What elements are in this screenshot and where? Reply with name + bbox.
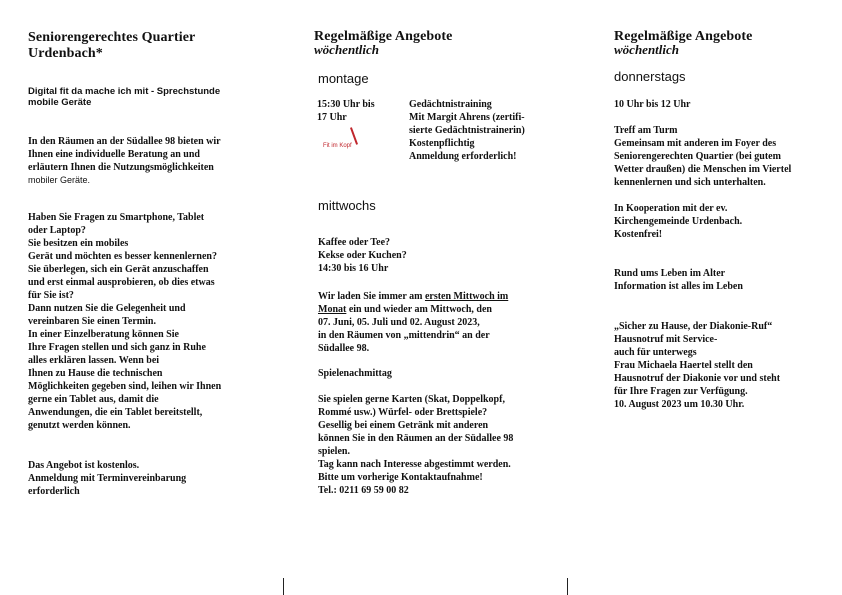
underlined-text: Monat — [318, 304, 347, 315]
fold-mark — [567, 578, 568, 595]
diakonie-block — [614, 320, 780, 411]
paragraph-line: Kaffee oder Tee? — [318, 237, 391, 248]
paragraph-line: Kekse oder Kuchen? — [318, 250, 407, 261]
paragraph-line: Gemeinsam mit anderen im Foyer des — [614, 138, 777, 149]
day-heading-thursday: donnerstags — [614, 69, 686, 84]
cooperation-block — [614, 202, 742, 241]
paragraph-line: Sie überlegen, sich ein Gerät anzuschaffen — [28, 264, 209, 275]
paragraph-line: In einer Einzelberatung können Sie — [28, 329, 179, 340]
paragraph-line: vereinbaren Sie einen Termin. — [28, 316, 156, 327]
paragraph-line: in den Räumen von „mittendrin“ an der — [318, 330, 490, 341]
paragraph-line: Anmeldung mit Terminvereinbarung — [28, 473, 187, 484]
column-subtitle: wöchentlich — [614, 42, 680, 57]
paragraph-line — [318, 303, 508, 316]
paragraph-line: Südallee 98. — [318, 343, 370, 354]
title-line: Seniorengerechtes Quartier — [28, 30, 196, 45]
paragraph-line: Haben Sie Fragen zu Smartphone, Tablet — [28, 212, 205, 223]
paragraph-line: erläutern Ihnen die Nutzungsmöglichkeiten — [28, 162, 214, 173]
paragraph-line: und erst einmal ausprobieren, ob dies etwas — [28, 277, 215, 288]
paragraph-line: Dann nutzen Sie die Gelegenheit und — [28, 303, 186, 314]
intro-paragraph — [28, 135, 221, 187]
paragraph-line: oder Laptop? — [28, 225, 86, 236]
paragraph-line: Information ist alles im Leben — [614, 281, 743, 292]
column-title — [28, 30, 195, 62]
text-fragment: Wir laden Sie immer am — [318, 291, 425, 302]
text-fragment: ein und wieder am Mittwoch, den — [346, 304, 492, 315]
column-subtitle: wöchentlich — [314, 42, 380, 57]
paragraph-line: Gesellig bei einem Getränk mit anderen — [318, 420, 489, 431]
paragraph-line: spielen. — [318, 446, 350, 457]
paragraph-line — [318, 290, 508, 303]
description-line: Mit Margit Ahrens (zertifi- — [409, 112, 525, 123]
description-line: sierte Gedächtnistrainerin) — [409, 125, 525, 136]
paragraph-line: Rommé usw.) Würfel- oder Brettspiele? — [318, 407, 488, 418]
paragraph-line: Ihre Fragen stellen und sich ganz in Ruhe — [28, 342, 206, 353]
paragraph-line: In den Räumen an der Südallee 98 bieten wir — [28, 136, 221, 147]
column-weekly-offers-1 — [314, 0, 554, 595]
time-line: 17 Uhr — [317, 112, 347, 123]
paragraph-line: kennenlernen und sich unterhalten. — [614, 177, 766, 188]
description-line: Anmeldung erforderlich! — [409, 151, 517, 162]
aging-info-block — [614, 267, 743, 293]
description-line: Kostenpflichtig — [409, 138, 475, 149]
paragraph-line: 07. Juni, 05. Juli und 02. August 2023, — [318, 317, 480, 328]
paragraph-line: 14:30 bis 16 Uhr — [318, 263, 389, 274]
paragraph-line: Sie besitzen ein mobiles — [28, 238, 129, 249]
column-title: Regelmäßige Angebote — [314, 29, 453, 44]
column-weekly-offers-2 — [614, 0, 829, 595]
paragraph-line: Kostenfrei! — [614, 229, 663, 240]
paragraph-line: Treff am Turm — [614, 125, 678, 136]
paragraph-line: Tag kann nach Interesse abgestimmt werden. — [318, 459, 511, 470]
monday-description — [409, 98, 525, 163]
paragraph-line: alles erklären lassen. Wenn bei — [28, 355, 160, 366]
paragraph-line: Anwendungen, die ein Tablet bereitstellt, — [28, 407, 203, 418]
paragraph-line: gerne ein Tablet aus, damit die — [28, 394, 159, 405]
games-block — [318, 393, 513, 497]
paragraph-line: für Ihre Fragen zur Verfügung. — [614, 386, 748, 397]
subheading-line: Digital fit da mache ich mit - Sprechstunde — [28, 86, 221, 97]
description-line: Gedächtnistraining — [409, 99, 492, 110]
column-digital-fit — [28, 0, 268, 595]
paragraph-line: können Sie in den Räumen an der Südallee 98 — [318, 433, 514, 444]
paragraph-line: Frau Michaela Haertel stellt den — [614, 360, 753, 371]
monday-time — [317, 98, 375, 124]
paragraph-line: erforderlich — [28, 486, 80, 497]
paragraph-line: mobiler Geräte. — [28, 175, 91, 185]
paragraph-line: Ihnen zu Hause die technischen — [28, 368, 163, 379]
phone-number: Tel.: 0211 69 59 00 82 — [318, 485, 409, 496]
paragraph-line: 10. August 2023 um 10.30 Uhr. — [614, 399, 745, 410]
paragraph-line: Rund ums Leben im Alter — [614, 268, 726, 279]
paragraph-line: genutzt werden können. — [28, 420, 131, 431]
paragraph-line: Wetter draußen) die Menschen im Viertel — [614, 164, 792, 175]
logo-text: Fit im Kopf — [323, 143, 352, 149]
underlined-text: ersten Mittwoch im — [424, 291, 509, 302]
paragraph-line: Das Angebot ist kostenlos. — [28, 460, 140, 471]
paragraph-line: In Kooperation mit der ev. — [614, 203, 728, 214]
time-line: 15:30 Uhr bis — [317, 99, 375, 110]
subheading — [28, 86, 220, 108]
coffee-block — [318, 236, 407, 275]
paragraph-line: Hausnotruf der Diakonie vor und steht — [614, 373, 781, 384]
games-heading: Spielenachmittag — [318, 368, 392, 379]
paragraph-line: Möglichkeiten gegeben sind, leihen wir Ihnen — [28, 381, 222, 392]
paragraph-line: Kirchengemeinde Urdenbach. — [614, 216, 743, 227]
tower-meeting-block — [614, 124, 791, 189]
column-title: Regelmäßige Angebote — [614, 29, 753, 44]
title-line: Urdenbach* — [28, 46, 103, 61]
day-heading-wednesday: mittwochs — [318, 198, 376, 213]
closing-paragraph — [28, 459, 186, 498]
paragraph-line: Ihnen eine individuelle Beratung an und — [28, 149, 200, 160]
thursday-time: 10 Uhr bis 12 Uhr — [614, 99, 691, 110]
paragraph-line: Seniorengerechten Quartier (bei gutem — [614, 151, 781, 162]
paragraph-line: Sie spielen gerne Karten (Skat, Doppelkopf, — [318, 394, 505, 405]
paragraph-line: Gerät und möchten es besser kennenlernen? — [28, 251, 217, 262]
day-heading-monday: montage — [318, 71, 369, 86]
paragraph-line: „Sicher zu Hause, der Diakonie-Ruf“ — [614, 321, 773, 332]
paragraph-line: für Sie ist? — [28, 290, 74, 301]
questions-paragraph — [28, 211, 221, 432]
invitation-block — [318, 290, 508, 355]
paragraph-line: Bitte um vorherige Kontaktaufnahme! — [318, 472, 483, 483]
fold-mark — [283, 578, 284, 595]
subheading-line: mobile Geräte — [28, 97, 92, 108]
paragraph-line: Hausnotruf mit Service- — [614, 334, 718, 345]
paragraph-line: auch für unterwegs — [614, 347, 697, 358]
